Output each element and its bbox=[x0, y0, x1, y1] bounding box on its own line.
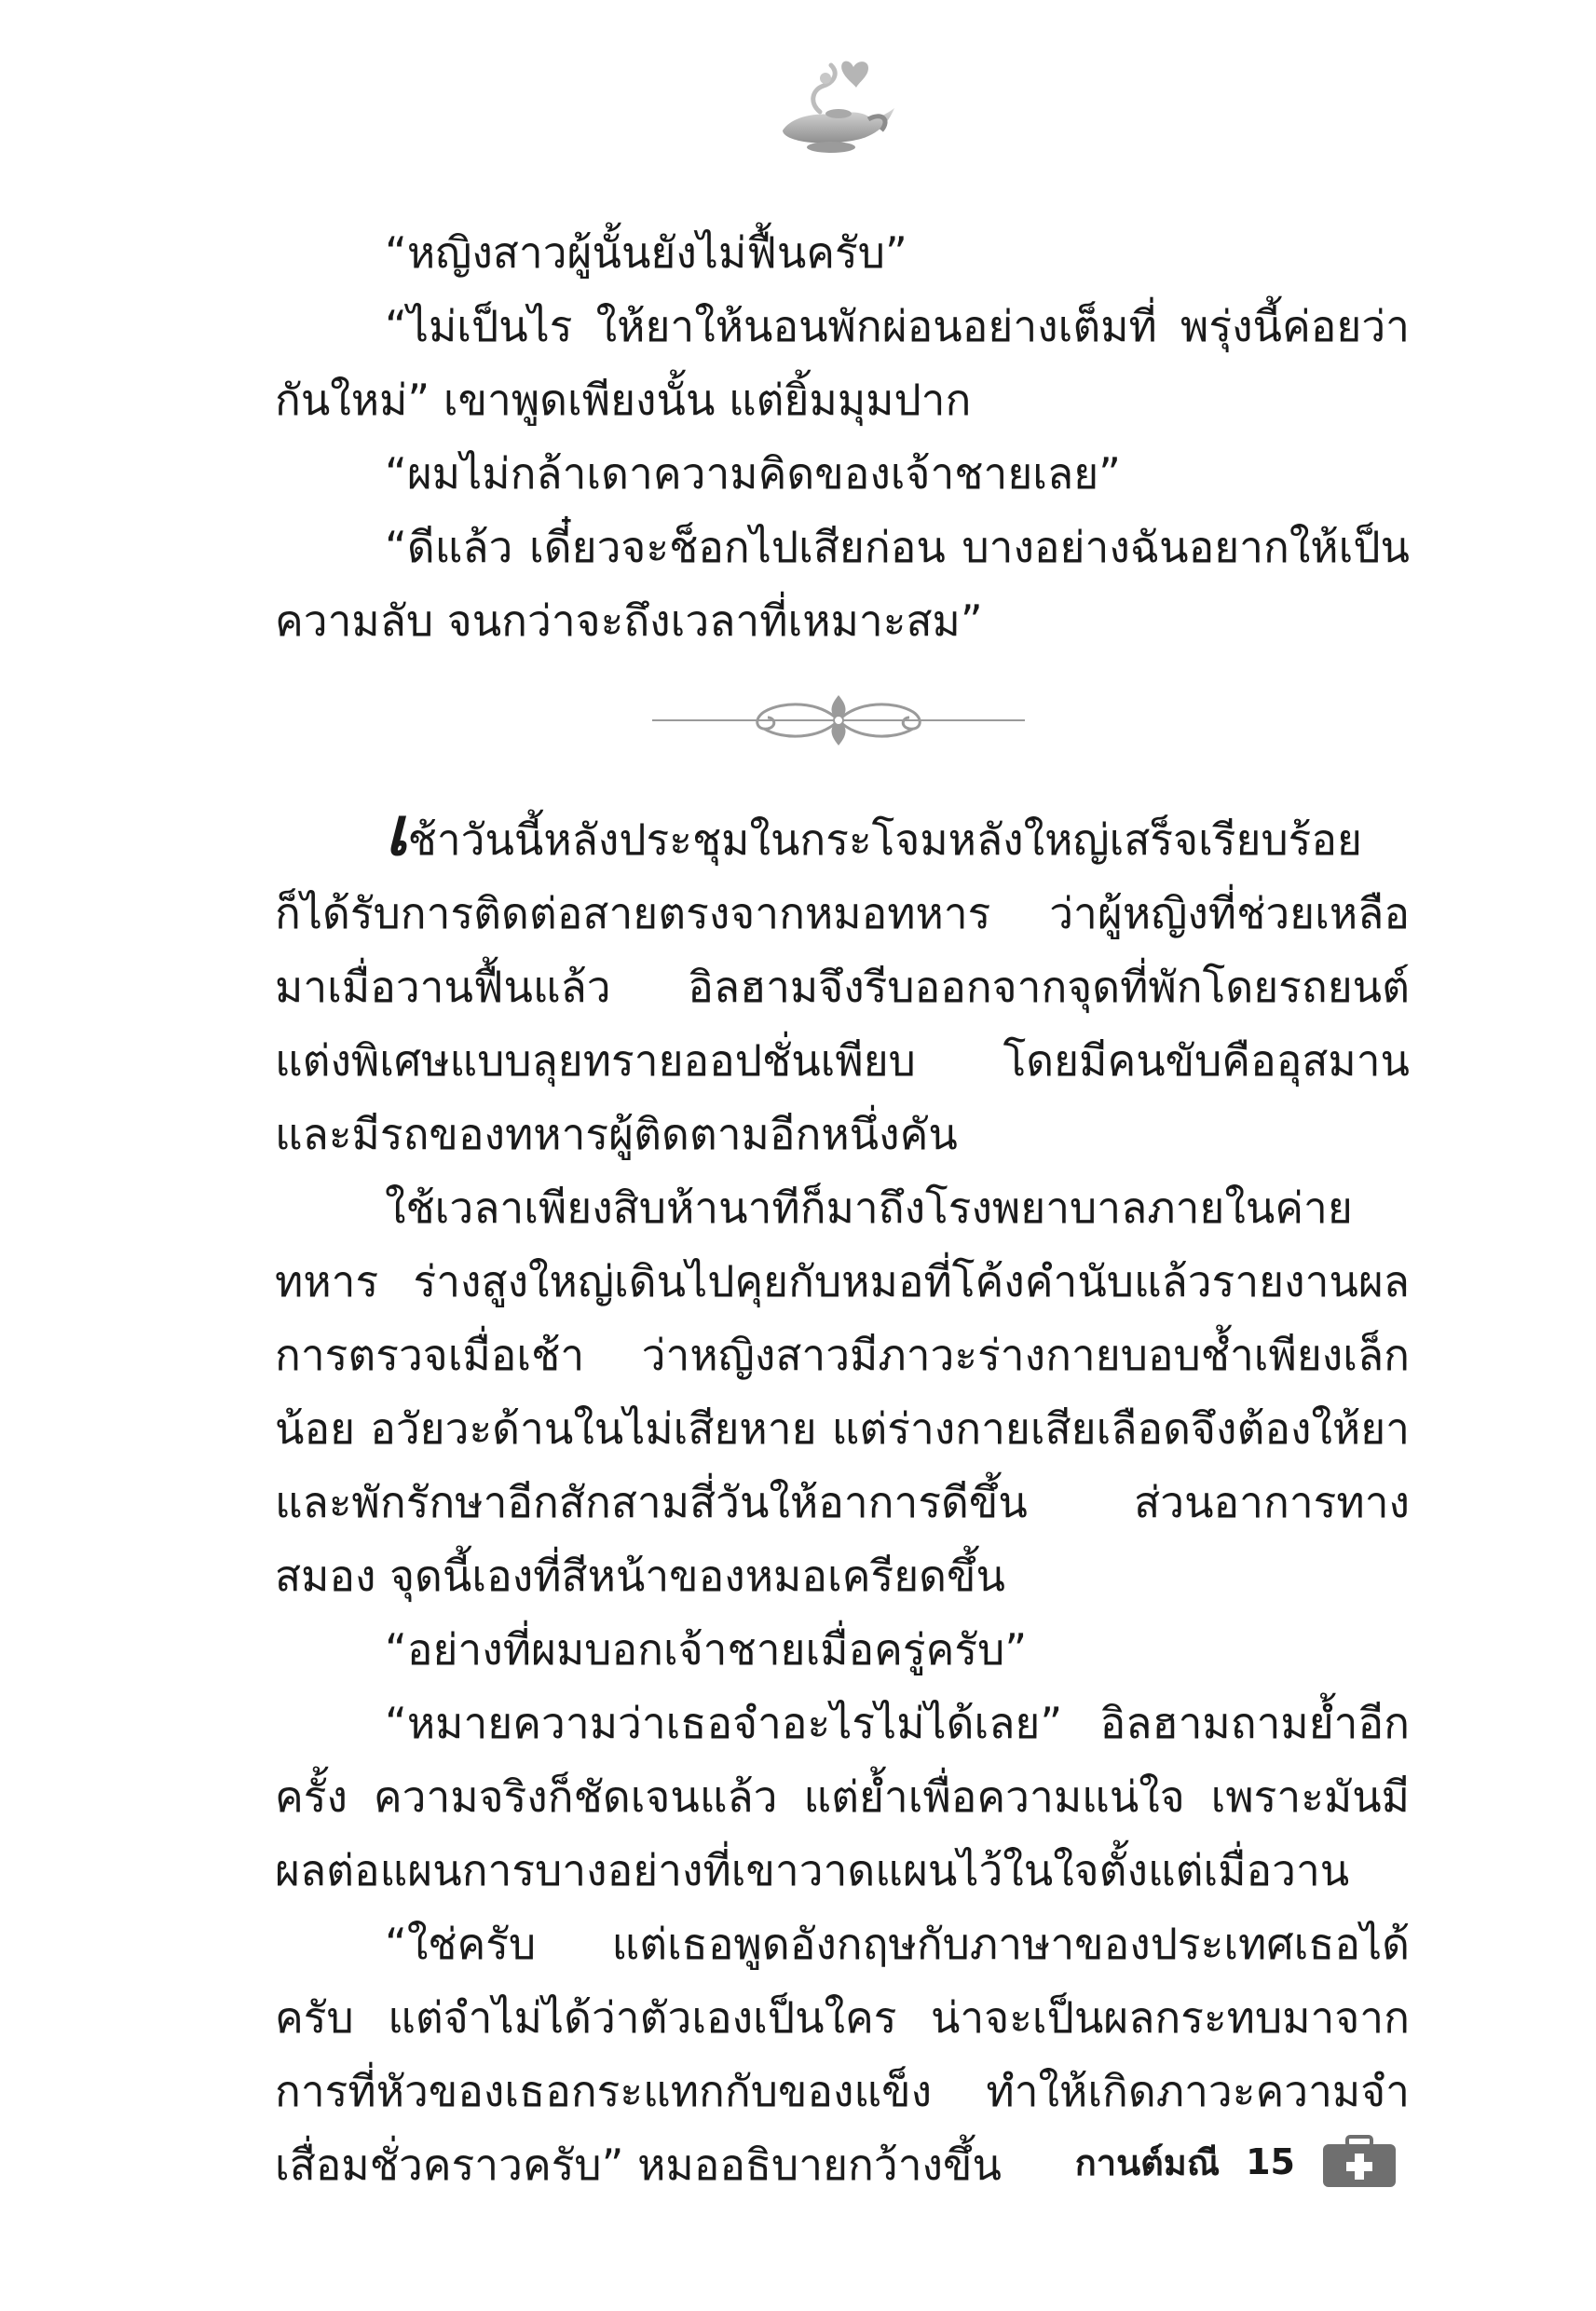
page-footer bbox=[1075, 2134, 1398, 2190]
author-name: กานต์มณี bbox=[1074, 2141, 1221, 2183]
paragraph-5: ใช้เวลาเพียงสิบห้านาทีก็มาถึงโรงพยาบาลภายในค่ายทหาร ร่างสูงใหญ่เดินไปคุยกับหมอที่โค้งคำนับแล้วรายงานผลการตรวจเมื่อเช้า ว่าหญิงสาวมีภาวะร่างกายบอบช้ำเพียงเล็กน้อย อวัยวะด้านในไม่เสียหาย แต่ร่างกายเสียเลือดจึงต้องให้ยาและพักรักษาอีกสักสามสี่วันให้อาการดีขึ้น ส่วนอาการทางสมอง จุดนี้เองที่สีหน้าของหมอเครียดขึ้น bbox=[275, 1183, 1410, 1601]
paragraph-7: “หมายความว่าเธอจำอะไรไม่ได้เลย” อิลฮามถามย้ำอีกครั้ง ความจริงก็ชัดเจนแล้ว แต่ย้ำเพื่อความแน่ใจ เพราะมันมีผลต่อแผนการบางอย่างที่เขาวาดแผนไว้ในใจตั้งแต่เมื่อวาน bbox=[275, 1698, 1410, 1895]
paragraph-3: “ผมไม่กล้าเดาความคิดของเจ้าชายเลย” bbox=[385, 448, 1121, 499]
drop-cap: เ bbox=[385, 792, 408, 870]
medical-kit-icon bbox=[1321, 2135, 1398, 2189]
dialogue-block bbox=[275, 216, 1410, 658]
genie-lamp-icon bbox=[764, 54, 904, 157]
chapter-opening-paragraph bbox=[275, 792, 1410, 1171]
ornamental-divider-icon bbox=[652, 688, 1025, 753]
opening-text: ช้าวันนี้หลังประชุมในกระโจมหลังใหญ่เสร็จเรียบร้อย ก็ได้รับการติดต่อสายตรงจากหมอทหาร ว่าผู้หญิงที่ช่วยเหลือมาเมื่อวานฟื้นแล้ว อิลฮามจึงรีบออกจากจุดที่พักโดยรถยนต์แต่งพิเศษแบบลุยทรายออปชั่นเพียบ โดยมีคนขับคืออุสมาน และมีรถของทหารผู้ติดตามอีกหนึ่งคัน bbox=[275, 814, 1410, 1159]
paragraph-8: “ใช่ครับ แต่เธอพูดอังกฤษกับภาษาของประเทศเธอได้ครับ แต่จำไม่ได้ว่าตัวเองเป็นใคร น่าจะเป็นผลกระทบมาจากการที่หัวของเธอกระแทกกับของแข็ง ทำให้เกิดภาวะความจำเสื่อมชั่วคราวครับ” หมออธิบายกว้างขึ้น bbox=[275, 1919, 1410, 2190]
narrative-block bbox=[275, 792, 1410, 2202]
paragraph-4: “ดีแล้ว เดี๋ยวจะช็อกไปเสียก่อน บางอย่างฉันอยากให้เป็นความลับ จนกว่าจะถึงเวลาที่เหมาะสม” bbox=[275, 522, 1410, 646]
paragraph-6: “อย่างที่ผมบอกเจ้าชายเมื่อครู่ครับ” bbox=[385, 1624, 1028, 1675]
paragraph-2: “ไม่เป็นไร ให้ยาให้นอนพักผ่อนอย่างเต็มที่ พรุ่งนี้ค่อยว่ากันใหม่” เขาพูดเพียงนั้น แต่ยิ้มมุมปาก bbox=[275, 301, 1410, 425]
paragraph-1: “หญิงสาวผู้นั้นยังไม่ฟื้นครับ” bbox=[385, 227, 907, 278]
page-number: 15 bbox=[1246, 2141, 1295, 2182]
